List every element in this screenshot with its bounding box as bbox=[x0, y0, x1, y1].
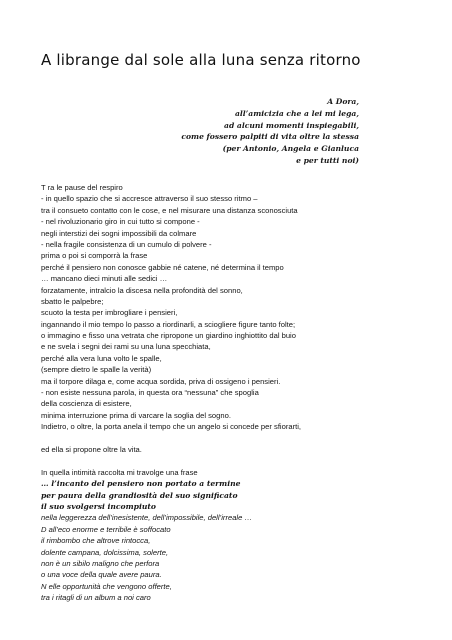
poem-line: negli interstizi dei sogni impossibili da colmare bbox=[41, 228, 197, 238]
poem-line: In quella intimità raccolta mi travolge una frase bbox=[41, 467, 198, 477]
poem-line: ingannando il mio tempo lo passo a riordinarli, a sciogliere figure tanto folte; bbox=[41, 319, 296, 329]
poem-line: - nel rivoluzionario giro in cui tutto si compone - bbox=[41, 217, 200, 227]
poem-line: prima o poi si comporrà la frase bbox=[41, 251, 148, 261]
poem-line: minima interruzione prima di varcare la soglia del sogno. bbox=[41, 410, 231, 420]
poem-line: T ra le pause del respiro bbox=[41, 183, 123, 192]
poem-body bbox=[41, 182, 441, 603]
poem-line-italic: tra i ritagli di un album a noi caro bbox=[41, 593, 151, 603]
dedication-line: come fossero palpiti di vita oltre la stessa bbox=[181, 132, 359, 142]
page-title: A librange dal sole alla luna senza ritorno bbox=[41, 51, 361, 69]
poem-line: perché alla vera luna volto le spalle, bbox=[41, 353, 162, 363]
poem-line: - non esiste nessuna parola, in questa ora “nessuna” che spoglia bbox=[41, 388, 259, 398]
poem-line: forzatamente, intralcio la discesa nella profondità del sonno, bbox=[41, 285, 243, 295]
poem-line-italic: D all’eco enorme e terribile è soffocato bbox=[41, 524, 171, 534]
poem-line: … mancano dieci minuti alle sedici … bbox=[41, 274, 168, 284]
poem-line: ed ella si propone oltre la vita. bbox=[41, 444, 142, 454]
poem-line-bold: … l’incanto del pensiero non portato a termine bbox=[41, 479, 241, 489]
poem-line: (sempre dietro le spalle la verità) bbox=[41, 365, 152, 375]
poem-line-italic: o una voce della quale avere paura. bbox=[41, 570, 162, 580]
poem-line: perché il pensiero non conosce gabbie né catene, né determina il tempo bbox=[41, 262, 284, 272]
poem-line-bold: per paura della grandiosità del suo significato bbox=[41, 490, 238, 500]
poem-line-italic: nella leggerezza dell’inesistente, dell’impossibile, dell’irreale … bbox=[41, 513, 253, 523]
poem-line: o immagino e fisso una vetrata che ripropone un giardino inghiottito dal buio bbox=[41, 331, 296, 341]
poem-line-italic: N elle opportunità che vengono offerte, bbox=[41, 581, 172, 591]
poem-line: - nella fragile consistenza di un cumulo di polvere - bbox=[41, 239, 212, 249]
poem-line: Indietro, o oltre, la porta anela il tempo che un angelo si concede per sfiorarti, bbox=[41, 422, 302, 432]
poem-line: sbatto le palpebre; bbox=[41, 296, 104, 306]
poem-line-italic: non è un sibilo maligno che perfora bbox=[41, 558, 160, 568]
dedication-line: A Dora, bbox=[327, 97, 359, 106]
dedication-line: e per tutti noi) bbox=[296, 155, 359, 165]
poem-line: tra il consueto contatto con le cose, e nel misurare una distanza sconosciuta bbox=[41, 205, 298, 215]
poem-line: della coscienza di esistere, bbox=[41, 399, 132, 409]
poem-line: e ne svela i segni dei rami su una luna specchiata, bbox=[41, 342, 211, 352]
dedication bbox=[181, 96, 359, 167]
poem-line: ma il torpore dilaga e, come acqua sordida, priva di ossigeno i pensieri. bbox=[41, 376, 281, 386]
poem-line-italic: dolente campana, dolcissima, solerte, bbox=[41, 547, 169, 557]
dedication-line: all’amicizia che a lei mi lega, bbox=[234, 108, 359, 118]
poem-line-italic: il rimbombo che altrove rintocca, bbox=[41, 536, 151, 546]
poem-line: - in quello spazio che si accresce attraverso il suo stesso ritmo – bbox=[41, 194, 258, 204]
dedication-line: (per Antonio, Angela e Gianluca bbox=[222, 144, 359, 154]
poem-line: scuoto la testa per imbrogliare i pensieri, bbox=[41, 308, 178, 318]
poem-line-bold: il suo svolgersi incompiuto bbox=[41, 501, 156, 511]
dedication-line: ad alcuni momenti inspiegabili, bbox=[224, 120, 359, 130]
